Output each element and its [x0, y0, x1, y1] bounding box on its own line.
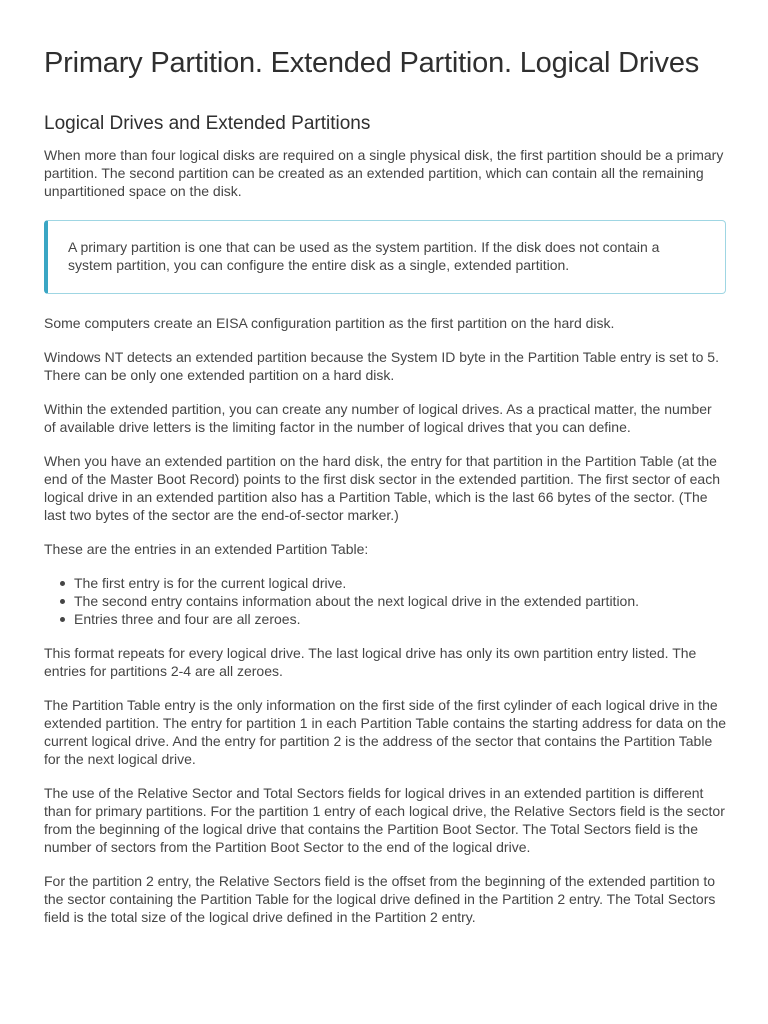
- note-callout: [44, 220, 726, 294]
- paragraph-partition-table: When you have an extended partition on the hard disk, the entry for that partition in the Partition Table (at the end of the Master Boot Record) points to the first disk sector in the extended partition. The first sector of each logical drive in an extended partition also has a Partition Table, which is the last 66 bytes of the sector. (The last two bytes of the sector are the end-of-sector marker.): [44, 453, 720, 523]
- page-title: Primary Partition. Extended Partition. Logical Drives: [44, 47, 700, 79]
- section-heading: Logical Drives and Extended Partitions: [44, 113, 371, 134]
- paragraph-entries-intro: These are the entries in an extended Partition Table:: [44, 541, 369, 557]
- paragraph-system-id: Windows NT detects an extended partition because the System ID byte in the Partition Table entry is set to 5. There can be only one extended partition on a hard disk.: [44, 349, 719, 383]
- paragraph-relative-sector: The use of the Relative Sector and Total Sectors fields for logical drives in an extended partition is different than for primary partitions. For the partition 1 entry of each logical drive, the Relative Sectors field is the sector from the beginning of the logical drive that contains the Partition Boot Sector. The Total Sectors field is the number of sectors from the Partition Boot Sector to the end of the logical drive.: [44, 785, 725, 855]
- list-item-text: The first entry is for the current logical drive.: [74, 575, 347, 591]
- bullet-icon: [60, 581, 65, 586]
- intro-paragraph: When more than four logical disks are required on a single physical disk, the first partition should be a primary partition. The second partition can be created as an extended partition, which can contain all the remaining unpartitioned space on the disk.: [44, 147, 724, 199]
- bullet-icon: [60, 599, 65, 604]
- note-text: A primary partition is one that can be used as the system partition. If the disk does not contain a system partition, you can configure the entire disk as a single, extended partition.: [68, 239, 660, 273]
- paragraph-logical-drives: Within the extended partition, you can create any number of logical drives. As a practical matter, the number of available drive letters is the limiting factor in the number of logical drives that you can define.: [44, 401, 712, 435]
- list-item-text: The second entry contains information about the next logical drive in the extended partition.: [74, 593, 640, 609]
- article: [44, 44, 726, 926]
- bullet-icon: [60, 617, 65, 622]
- list-item: [74, 592, 726, 610]
- paragraph-first-cylinder: The Partition Table entry is the only information on the first side of the first cylinder of each logical drive in the extended partition. The entry for partition 1 in each Partition Table contains the starting address for data on the current logical drive. And the entry for partition 2 is the address of the sector that contains the Partition Table for the next logical drive.: [44, 697, 727, 767]
- paragraph-partition-2: For the partition 2 entry, the Relative Sectors field is the offset from the beginning of the extended partition to the sector containing the Partition Table for the logical drive defined in the Partition 2 entry. The Total Sectors field is the total size of the logical drive defined in the Partition 2 entry.: [44, 873, 716, 925]
- list-item: [74, 574, 726, 592]
- paragraph-format-repeats: This format repeats for every logical drive. The last logical drive has only its own partition entry listed. The entries for partitions 2-4 are all zeroes.: [44, 645, 697, 679]
- list-item-text: Entries three and four are all zeroes.: [74, 611, 301, 627]
- entries-list: [44, 574, 726, 628]
- list-item: [74, 610, 726, 628]
- paragraph-eisa: Some computers create an EISA configuration partition as the first partition on the hard disk.: [44, 315, 615, 331]
